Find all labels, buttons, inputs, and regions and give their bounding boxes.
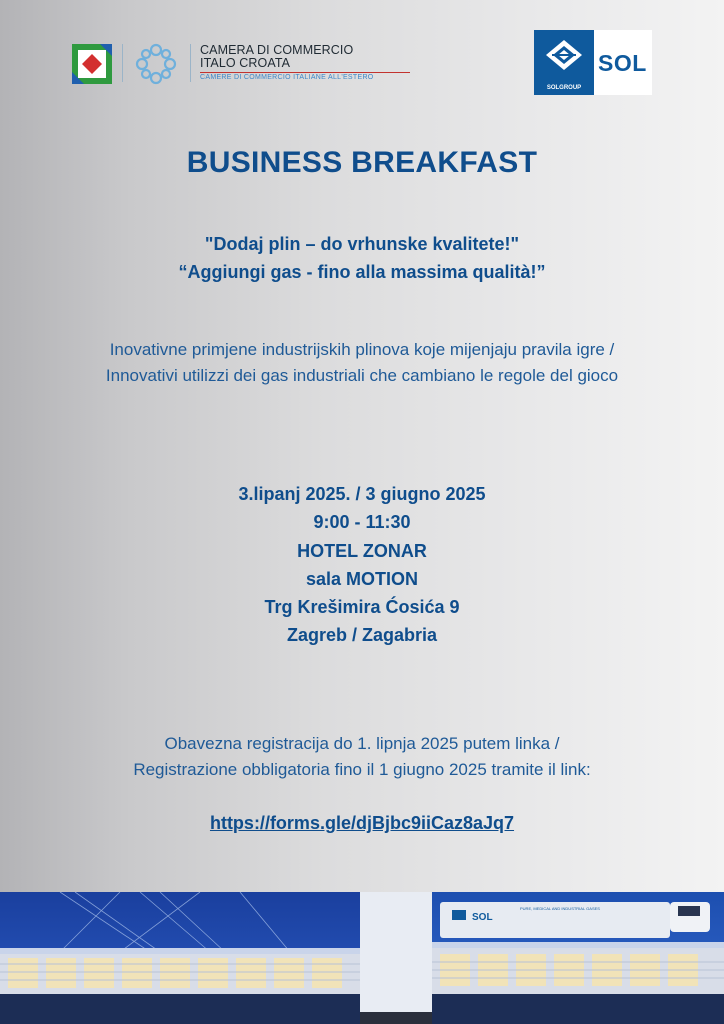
event-date: 3.lipanj 2025. / 3 giugno 2025 <box>238 484 486 504</box>
event-city: Zagreb / Zagabria <box>286 625 438 645</box>
registration-italian: Registrazione obbligatoria fino il 1 giugno 2025 tramite il link: <box>133 760 591 779</box>
event-venue: HOTEL ZONAR <box>297 541 427 561</box>
description-croatian: Inovativne primjene industrijskih plinova koje mijenjaju pravila igre / <box>109 340 615 359</box>
divider <box>190 44 191 82</box>
chamber-subtitle: CAMERE DI COMMERCIO ITALIANE ALL'ESTERO <box>200 74 374 81</box>
chamber-flag-icon <box>72 44 112 84</box>
truck-tagline: PURE, MEDICAL AND INDUSTRIAL GASES <box>520 906 600 911</box>
sol-diamond-icon <box>544 38 584 72</box>
quote-italian: “Aggiungi gas - fino alla massima qualità!” <box>178 262 546 282</box>
event-room: sala MOTION <box>305 569 419 589</box>
quote-croatian: "Dodaj plin – do vrhunske kvalitete!" <box>204 234 520 254</box>
truck-brand: SOL <box>472 912 493 923</box>
divider <box>122 44 123 82</box>
chamber-emblem-icon <box>134 42 178 86</box>
event-time: 9:00 - 11:30 <box>313 512 411 532</box>
sol-group-label: SOLGROUP <box>546 85 582 91</box>
chamber-name-line1: CAMERA DI COMMERCIO <box>200 43 354 57</box>
page-title: BUSINESS BREAKFAST <box>186 146 538 179</box>
sol-logo-box <box>534 30 594 95</box>
chamber-name-line2: ITALO CROATA <box>200 56 291 70</box>
sol-wordmark: SOL <box>598 50 647 76</box>
bottom-photo <box>0 892 724 1024</box>
description-italian: Innovativi utilizzi dei gas industriali che cambiano le regole del gioco <box>105 366 619 385</box>
chamber-rule <box>200 72 410 73</box>
registration-croatian: Obavezna registracija do 1. lipnja 2025 putem linka / <box>164 734 560 753</box>
registration-link[interactable]: https://forms.gle/djBjbc9iiCaz8aJq7 <box>209 813 515 833</box>
chamber-logo <box>72 42 412 86</box>
event-address: Trg Krešimira Ćosića 9 <box>264 597 460 617</box>
sol-logo <box>534 30 652 95</box>
building-truck-photo <box>0 892 724 1024</box>
chamber-name <box>200 44 415 81</box>
